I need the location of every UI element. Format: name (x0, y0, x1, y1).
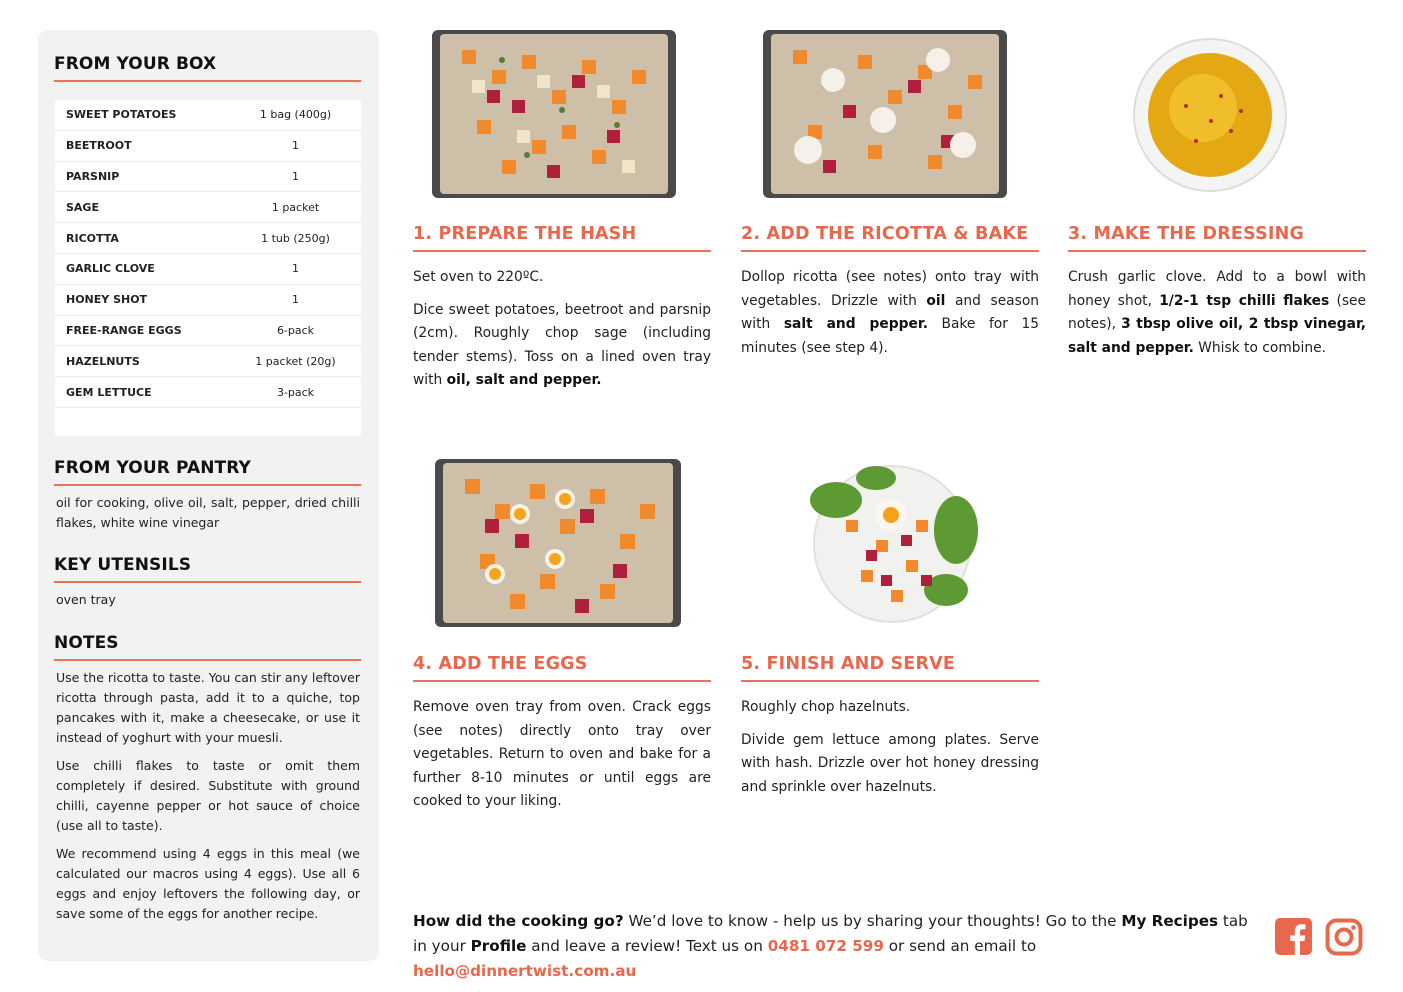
box-ingredients-table (55, 100, 361, 436)
prepare-hash-photo (432, 30, 676, 198)
text-run: We’d love to know - help us by sharing your thoughts! Go to the (623, 912, 1122, 930)
text-run-bold: 3 tbsp olive oil, 2 tbsp vinegar, salt and pepper. (1068, 316, 1366, 356)
note-paragraph: Use the ricotta to taste. You can stir any leftover ricotta through pasta, add it to a quiche, top pancakes with it, make a cheesecake, or use it instead of yoghurt with your muesli. (56, 670, 360, 745)
table-row (55, 223, 361, 254)
text-run: and leave a review! Text us on (526, 937, 768, 955)
dressing-bowl-photo (1131, 36, 1289, 194)
ingredient-name: GEM LETTUCE (66, 385, 152, 399)
step-2-text (741, 266, 1039, 360)
pantry-title: FROM YOUR PANTRY (54, 458, 361, 486)
text-run: Dollop ricotta (see notes) onto tray with vegetables. Drizzle with (741, 269, 1039, 309)
ingredient-name: SAGE (66, 200, 99, 214)
text-run: and season with (741, 292, 1040, 332)
footer-question: How did the cooking go? (413, 912, 624, 930)
ingredient-name: GARLIC CLOVE (66, 262, 155, 276)
text-run-bold: salt and pepper. (783, 316, 928, 332)
step-5-body (741, 696, 1039, 808)
ingredient-qty: 1 (292, 139, 299, 153)
note-paragraph: Use chilli flakes to taste or omit them completely if desired. Substitute with ground chilli, cayenne pepper or hot sauce of choice (use all to taste). (56, 758, 360, 833)
text-run: Dice sweet potatoes, beetroot and parsnip (2cm). Roughly chop sage (including tender stems). Toss on a lined oven tray with (413, 301, 711, 388)
ingredient-qty: 1 (292, 293, 299, 307)
step-1-text: Set oven to 220ºC. (413, 269, 544, 285)
note-paragraph: We recommend using 4 eggs in this meal (we calculated our macros using 4 eggs). Use all 6 eggs and enjoy leftovers the following day, or save some of the eggs for another recipe. (56, 846, 360, 921)
step-2-body (741, 266, 1039, 369)
ingredients-sidebar (38, 30, 379, 961)
ingredient-name: HONEY SHOT (66, 293, 148, 307)
text-run-bold: 1/2-1 tsp chilli flakes (1159, 292, 1330, 309)
pantry-text: oil for cooking, olive oil, salt, pepper, dried chilli flakes, white wine vinegar (56, 495, 360, 530)
ingredient-name: FREE-RANGE EGGS (66, 323, 182, 337)
profile-link[interactable]: Profile (470, 937, 527, 955)
text-run: or send an email to (883, 937, 1037, 955)
facebook-icon[interactable] (1275, 918, 1312, 955)
feedback-footer (413, 909, 1263, 984)
text-run: Whisk to combine. (1193, 339, 1326, 356)
ricotta-bake-photo (763, 30, 1007, 198)
ingredient-qty: 1 bag (400g) (259, 108, 332, 122)
step-4-text: Remove oven tray from oven. Crack eggs (see notes) directly onto tray over vegetables. Return to oven and bake for a further 8-10 minutes or until eggs are cooked to your liking. (413, 699, 711, 809)
step-4-title: 4. ADD THE EGGS (413, 654, 711, 682)
phone-link[interactable]: 0481 072 599 (767, 937, 884, 955)
add-eggs-photo (435, 459, 681, 627)
plated-dish-photo (806, 460, 982, 624)
notes-body (56, 668, 360, 932)
step-5-title: 5. FINISH AND SERVE (741, 654, 1039, 682)
my-recipes-link[interactable]: My Recipes (1121, 912, 1219, 930)
step-1-title: 1. PREPARE THE HASH (413, 224, 711, 252)
email-link[interactable]: hello@dinnertwist.com.au (413, 962, 637, 980)
table-row (55, 285, 361, 316)
text-run-bold: oil (926, 292, 946, 309)
text-run: tab in your (413, 912, 1248, 955)
ingredient-qty: 6-pack (276, 323, 315, 337)
ingredient-name: BEETROOT (66, 139, 132, 153)
text-run: Crush garlic clove. Add to a bowl with honey shot, (1068, 269, 1366, 309)
step-1-body (413, 266, 711, 402)
ingredient-qty: 1 packet (20g) (255, 354, 336, 368)
table-row (55, 131, 361, 162)
table-row (55, 100, 361, 131)
table-row (55, 162, 361, 193)
utensils-text: oven tray (56, 592, 116, 607)
step-5-text: Roughly chop hazelnuts. (741, 699, 911, 715)
ingredient-qty: 1 (292, 169, 299, 183)
notes-title: NOTES (54, 633, 361, 661)
table-row (55, 192, 361, 223)
step-4-body (413, 696, 711, 823)
box-title: FROM YOUR BOX (54, 54, 361, 82)
instagram-icon[interactable] (1325, 918, 1363, 956)
ingredient-qty: 1 packet (271, 200, 320, 214)
ingredient-name: PARSNIP (66, 169, 120, 183)
ingredient-qty: 1 (292, 262, 299, 276)
step-3-title: 3. MAKE THE DRESSING (1068, 224, 1366, 252)
ingredient-qty: 1 tub (250g) (261, 231, 330, 245)
step-2-title: 2. ADD THE RICOTTA & BAKE (741, 224, 1039, 252)
utensils-title: KEY UTENSILS (54, 555, 361, 583)
step-3-text (1068, 266, 1366, 360)
table-row (55, 316, 361, 347)
step-3-body (1068, 266, 1366, 369)
ingredient-name: RICOTTA (66, 231, 119, 245)
text-run-bold: oil, salt and pepper. (446, 372, 602, 388)
table-row (55, 346, 361, 377)
ingredient-name: SWEET POTATOES (66, 108, 177, 122)
ingredient-qty: 3-pack (276, 385, 315, 399)
ingredient-name: HAZELNUTS (66, 354, 140, 368)
table-row (55, 377, 361, 408)
table-row (55, 254, 361, 285)
step-5-text: Divide gem lettuce among plates. Serve with hash. Drizzle over hot honey dressing and sprinkle over hazelnuts. (741, 731, 1039, 795)
text-run: (see notes), (1068, 292, 1366, 332)
step-1-text (413, 299, 711, 393)
text-run: Bake for 15 minutes (see step 4). (741, 316, 1039, 356)
